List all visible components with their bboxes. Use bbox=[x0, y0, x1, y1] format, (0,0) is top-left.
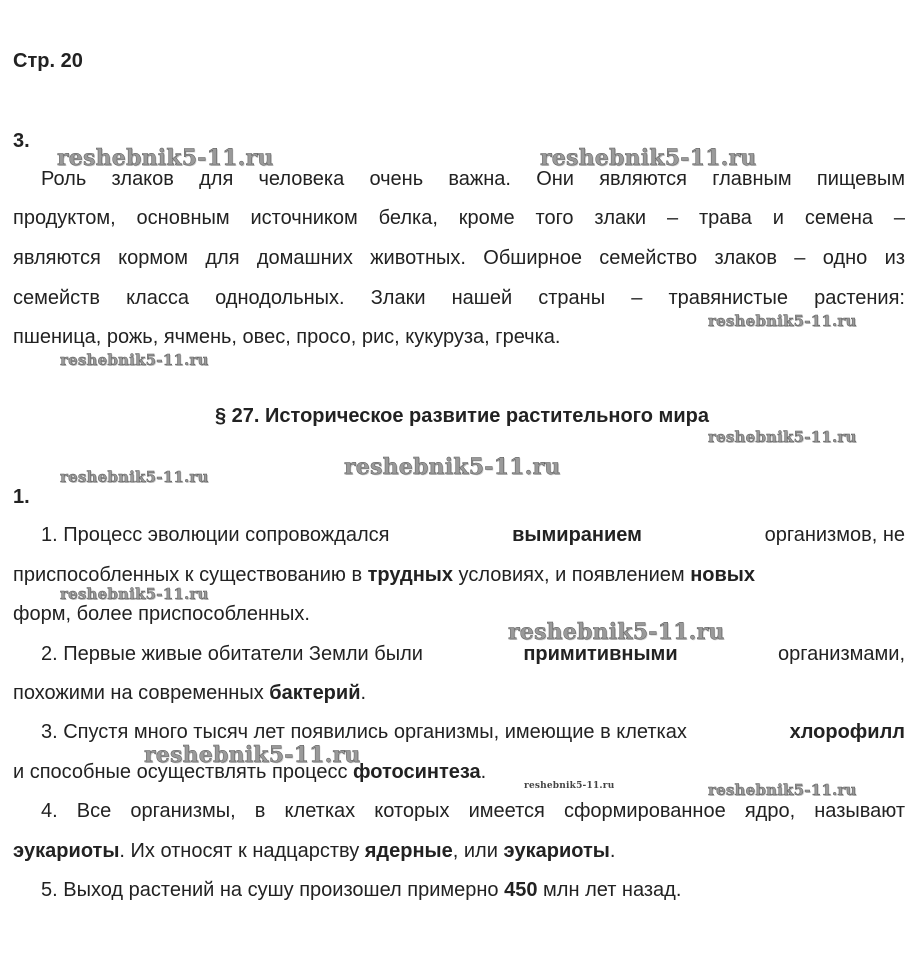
item-text: организмами, bbox=[778, 643, 905, 665]
item-line bbox=[13, 720, 905, 744]
answer-term: хлорофилл bbox=[789, 721, 905, 743]
watermark: reshebnik5-11.ru bbox=[344, 454, 561, 480]
watermark: reshebnik5-11.ru bbox=[60, 585, 209, 603]
item-text: приспособленных к существованию в bbox=[13, 564, 368, 586]
item-line bbox=[13, 878, 905, 902]
item-text: , или bbox=[452, 840, 504, 862]
item-line: форм, более приспособленных. bbox=[13, 603, 310, 625]
answer-term: эукариоты bbox=[13, 840, 120, 862]
section-title: § 27. Историческое развитие растительного мира bbox=[215, 405, 709, 427]
item-line bbox=[13, 563, 905, 587]
item-line bbox=[13, 642, 905, 666]
answer-term: трудных bbox=[367, 564, 453, 586]
item-line bbox=[13, 523, 905, 547]
item-text: 5. Выход растений на сушу произошел примерно bbox=[41, 879, 505, 901]
watermark: reshebnik5-11.ru bbox=[508, 619, 725, 645]
watermark: reshebnik5-11.ru bbox=[708, 312, 857, 330]
item-text: . bbox=[360, 682, 367, 704]
item-text: . bbox=[609, 840, 616, 862]
item-text: условиях, и появлением bbox=[452, 564, 691, 586]
task-number: 3. bbox=[13, 130, 30, 152]
answer-term: фотосинтеза bbox=[353, 761, 481, 783]
paragraph-line: семейств класса однодольных. Злаки нашей страны – травянистые растения: bbox=[13, 287, 905, 309]
watermark: reshebnik5-11.ru bbox=[524, 781, 615, 791]
item-line: 4. Все организмы, в клетках которых имеется сформированное ядро, называют bbox=[41, 800, 905, 822]
item-text: и способные осуществлять процесс bbox=[13, 761, 354, 783]
page-reference: Стр. 20 bbox=[13, 50, 83, 72]
paragraph-line: пшеница, рожь, ячмень, овес, просо, рис, кукуруза, гречка. bbox=[13, 326, 561, 348]
answer-term: вымиранием bbox=[512, 524, 642, 546]
item-text: млн лет назад. bbox=[537, 879, 682, 901]
answer-term: новых bbox=[690, 564, 755, 586]
answer-term: примитивными bbox=[523, 643, 678, 665]
watermark: reshebnik5-11.ru bbox=[144, 742, 361, 768]
item-line bbox=[13, 681, 905, 705]
watermark: reshebnik5-11.ru bbox=[540, 145, 757, 171]
item-text: . bbox=[480, 761, 487, 783]
item-text: 2. Первые живые обитатели Земли были bbox=[41, 643, 423, 665]
paragraph-line: продуктом, основным источником белка, кроме того злаки – трава и семена – bbox=[13, 207, 905, 229]
paragraph-line: являются кормом для домашних животных. Обширное семейство злаков – одно из bbox=[13, 247, 905, 269]
item-line bbox=[13, 760, 905, 784]
watermark: reshebnik5-11.ru bbox=[57, 145, 274, 171]
answer-term: бактерий bbox=[269, 682, 361, 704]
item-line bbox=[13, 839, 905, 863]
answer-term: ядерные bbox=[364, 840, 453, 862]
watermark: reshebnik5-11.ru bbox=[708, 428, 857, 446]
watermark: reshebnik5-11.ru bbox=[60, 468, 209, 486]
watermark: reshebnik5-11.ru bbox=[708, 781, 857, 799]
answer-term: 450 bbox=[504, 879, 538, 901]
task-number: 1. bbox=[13, 486, 30, 508]
item-text: 3. Спустя много тысяч лет появились организмы, имеющие в клетках bbox=[41, 721, 687, 743]
item-text: организмов, не bbox=[764, 524, 905, 546]
item-text: . Их относят к надцарству bbox=[119, 840, 365, 862]
paragraph-line: Роль злаков для человека очень важна. Они являются главным пищевым bbox=[41, 168, 905, 190]
item-text: 1. Процесс эволюции сопровождался bbox=[41, 524, 390, 546]
item-text: похожими на современных bbox=[13, 682, 270, 704]
answer-term: эукариоты bbox=[503, 840, 610, 862]
watermark: reshebnik5-11.ru bbox=[60, 351, 209, 369]
